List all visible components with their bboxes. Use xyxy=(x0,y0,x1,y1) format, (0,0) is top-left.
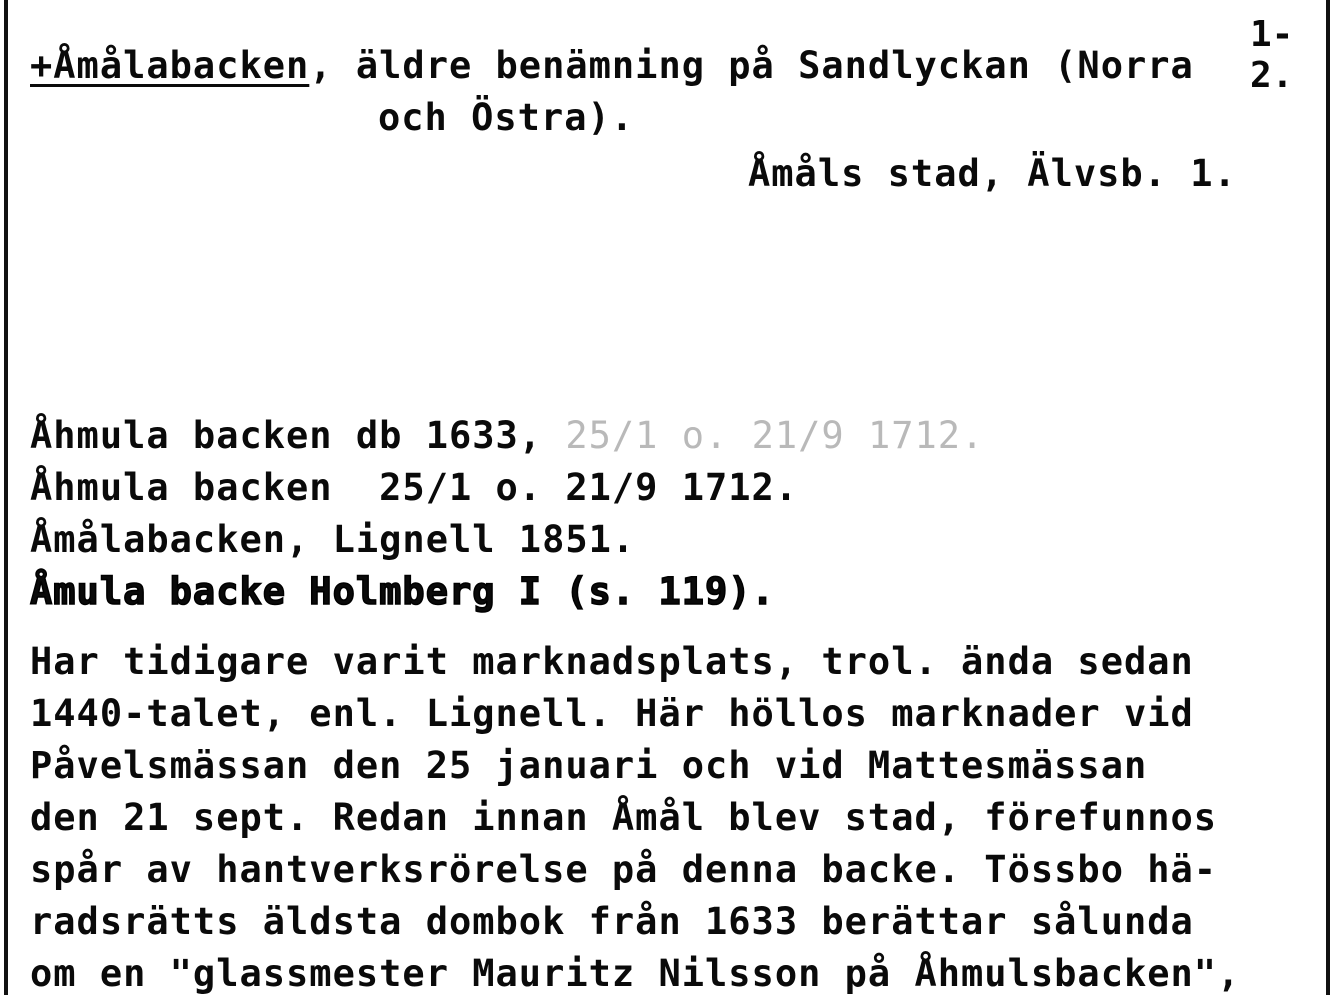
historical-form-1-faded-text: 25/1 o. 21/9 1712. xyxy=(565,414,985,457)
body-line-1: Har tidigare varit marknadsplats, trol. ända sedan xyxy=(30,640,1194,683)
body-line-5: spår av hantverksrörelse på denna backe. Tössbo hä- xyxy=(30,848,1218,891)
body-line-3: Påvelsmässan den 25 januari och vid Mattesmässan xyxy=(30,744,1148,787)
entry-line-1 xyxy=(30,44,1194,88)
card-number: 1-2. xyxy=(1250,14,1294,96)
body-line-4: den 21 sept. Redan innan Åmål blev stad, förefunnos xyxy=(30,796,1218,839)
headword: +Åmålabacken xyxy=(30,44,310,87)
body-line-2: 1440-talet, enl. Lignell. Här höllos marknader vid xyxy=(30,692,1194,735)
card-right-edge xyxy=(1326,0,1330,995)
historical-form-1 xyxy=(30,414,984,458)
historical-form-3: Åmålabacken, Lignell 1851. xyxy=(30,518,636,561)
entry-definition-start: , äldre benämning på Sandlyckan (Norra xyxy=(309,44,1194,87)
historical-form-4: Åmula backe Holmberg I (s. 119). xyxy=(30,570,775,613)
entry-location: Åmåls stad, Älvsb. 1. xyxy=(748,152,1237,195)
historical-form-1-text: Åhmula backen db 1633, xyxy=(30,414,566,457)
body-line-7: om en "glassmester Mauritz Nilsson på Åhmulsbacken", xyxy=(30,952,1241,995)
body-line-6: radsrätts äldsta dombok från 1633 berättar sålunda xyxy=(30,900,1194,943)
entry-definition-continued: och Östra). xyxy=(378,96,635,139)
card-left-edge xyxy=(4,0,8,995)
historical-form-2: Åhmula backen 25/1 o. 21/9 1712. xyxy=(30,466,799,509)
